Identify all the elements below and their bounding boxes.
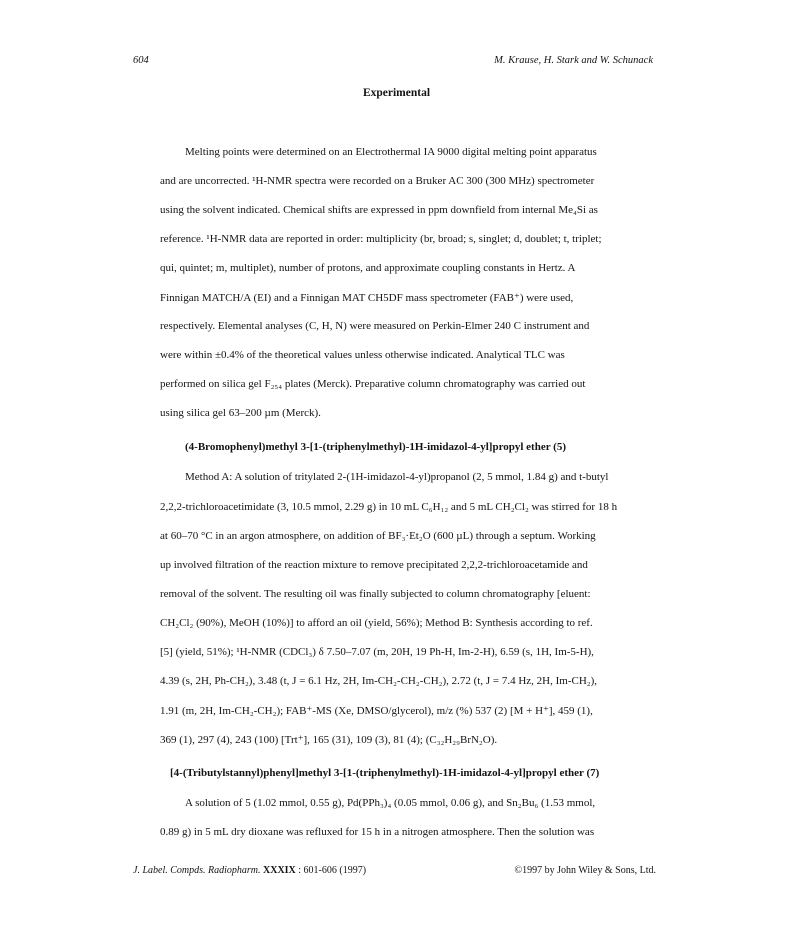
text-line: and are uncorrected. ¹H-NMR spectra were recorded on a Bruker AC 300 (300 MHz) spectrometer bbox=[160, 175, 595, 187]
section-title: Experimental bbox=[362, 87, 431, 99]
text-line: using silica gel 63–200 µm (Merck). bbox=[160, 407, 321, 419]
text-line: removal of the solvent. The resulting oil was finally subjected to column chromatography [eluent: bbox=[160, 588, 591, 600]
text-line: at 60–70 °C in an argon atmosphere, on addition of BF₃·Et₂O (600 µL) through a septum. Working bbox=[160, 530, 596, 542]
text-line: Method A: A solution of tritylated 2-(1H-imidazol-4-yl)propanol (2, 5 mmol, 1.84 g) and t-butyl bbox=[185, 471, 609, 483]
text-line: 4.39 (s, 2H, Ph-CH₂), 3.48 (t, J = 6.1 Hz, 2H, Im-CH₂-CH₂-CH₂), 2.72 (t, J = 7.4 Hz, 2H, Im-CH₂), bbox=[160, 675, 598, 687]
journal-citation bbox=[133, 865, 366, 876]
text-line: respectively. Elemental analyses (C, H, N) were measured on Perkin-Elmer 240 C instrument and bbox=[160, 320, 590, 332]
text-line: CH₂Cl₂ (90%), MeOH (10%)] to afford an oil (yield, 56%); Method B: Synthesis according to ref. bbox=[160, 617, 593, 629]
running-head: M. Krause, H. Stark and W. Schunack bbox=[494, 55, 653, 66]
text-line: A solution of 5 (1.02 mmol, 0.55 g), Pd(PPh₃)₄ (0.05 mmol, 0.06 g), and Sn₂Bu₆ (1.53 mmol, bbox=[185, 797, 596, 809]
text-line: were within ±0.4% of the theoretical values unless otherwise indicated. Analytical TLC was bbox=[160, 349, 565, 361]
compound-heading: (4-Bromophenyl)methyl 3-[1-(triphenylmethyl)-1H-imidazol-4-yl]propyl ether (5) bbox=[185, 441, 566, 453]
text-line: Melting points were determined on an Electrothermal IA 9000 digital melting point apparatus bbox=[185, 146, 597, 158]
text-line: Finnigan MATCH/A (EI) and a Finnigan MAT CH5DF mass spectrometer (FAB⁺) were used, bbox=[160, 292, 574, 304]
copyright-notice: ©1997 by John Wiley & Sons, Ltd. bbox=[514, 865, 656, 876]
page-number: 604 bbox=[133, 55, 149, 66]
text-line: 0.89 g) in 5 mL dry dioxane was refluxed for 15 h in a nitrogen atmosphere. Then the solution was bbox=[160, 826, 595, 838]
citation-pages: : 601-606 (1997) bbox=[298, 865, 367, 876]
text-line: [5] (yield, 51%); ¹H-NMR (CDCl₃) δ 7.50–7.07 (m, 20H, 19 Ph-H, Im-2-H), 6.59 (s, 1H, Im-5-H), bbox=[160, 646, 594, 658]
citation-volume: XXXIX bbox=[263, 865, 296, 876]
compound-heading: [4-(Tributylstannyl)phenyl]methyl 3-[1-(triphenylmethyl)-1H-imidazol-4-yl]propyl ether (7) bbox=[170, 767, 600, 779]
text-line: qui, quintet; m, multiplet), number of protons, and approximate coupling constants in Hertz. A bbox=[160, 262, 576, 274]
text-line: 1.91 (m, 2H, Im-CH₂-CH₂); FAB⁺-MS (Xe, DMSO/glycerol), m/z (%) 537 (2) [M + H⁺], 459 (1), bbox=[160, 705, 593, 717]
text-line: up involved filtration of the reaction mixture to remove precipitated 2,2,2-trichloroacetamide and bbox=[160, 559, 588, 571]
citation-journal: J. Label. Compds. Radiopharm. bbox=[133, 865, 261, 876]
text-line: using the solvent indicated. Chemical shifts are expressed in ppm downfield from internal Me₄Si as bbox=[160, 204, 598, 216]
text-line: 2,2,2-trichloroacetimidate (3, 10.5 mmol, 2.29 g) in 10 mL C₆H₁₂ and 5 mL CH₂Cl₂ was stirred for 18 h bbox=[160, 501, 618, 513]
text-line: reference. ¹H-NMR data are reported in order: multiplicity (br, broad; s, singlet; d, doublet; t, triplet; bbox=[160, 233, 602, 245]
text-line: performed on silica gel F₂₅₄ plates (Merck). Preparative column chromatography was carried out bbox=[160, 378, 586, 390]
text-line: 369 (1), 297 (4), 243 (100) [Trt⁺], 165 (31), 109 (3), 81 (4); (C₃₂H₂₉BrN₂O). bbox=[160, 734, 498, 746]
